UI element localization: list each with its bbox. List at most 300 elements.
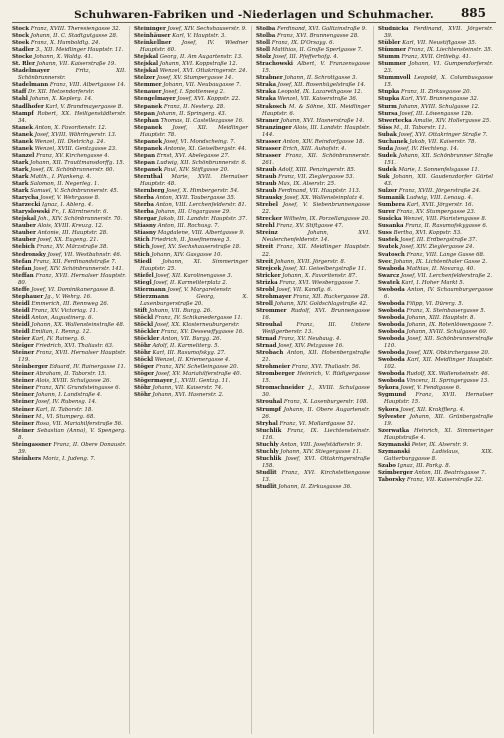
directory-entry xyxy=(256,399,370,406)
entry-details: Wenzel, III. Dietrichg. 24. xyxy=(34,138,106,145)
directory-entry xyxy=(12,47,126,54)
entry-name: Stumm xyxy=(378,54,400,61)
entry-details: Josef, VI. Mondscheing. 7. xyxy=(163,138,236,145)
entry-details: Josef, XV. Stumpergasse 14. xyxy=(156,75,234,82)
entry-details: Franz, VI. Mollardgasse 51. xyxy=(279,420,356,427)
directory-entry xyxy=(256,181,370,188)
entry-details: Alois, XVIII. Kreuzg. 12. xyxy=(37,223,104,230)
entry-details: Erich, XIII. Auhofstr. 4. xyxy=(282,145,347,152)
entry-name: Stock xyxy=(12,33,29,40)
entry-details: Franz, IX. Liechtensteinstr. 116. xyxy=(262,427,370,441)
entry-name: Steier xyxy=(12,336,31,343)
entry-details: Johann, XII. Schönbrunner Straße 151. xyxy=(384,152,493,166)
directory-entry xyxy=(378,111,493,118)
entry-details: Franz, XII. Schönbrunnerstr. 261. xyxy=(262,152,370,166)
directory-entry xyxy=(256,153,370,167)
entry-name: Steffan xyxy=(12,272,34,279)
entry-details: Franz, XIV. Schelleingasse 20. xyxy=(155,364,239,371)
entry-name: Stöhr xyxy=(134,385,151,392)
directory-entry xyxy=(256,82,370,89)
directory-entry xyxy=(12,167,126,174)
entry-details: Johann, XVI. Hasnerstraße 14. xyxy=(280,117,365,124)
entry-name: Swoboda xyxy=(378,321,405,328)
entry-details: Ladislaus, XIX. Gatterburggasse 8. xyxy=(384,448,494,462)
entry-details: Paul, XIV. Stiftgasse 20. xyxy=(163,166,229,173)
entry-details: Franz, VII. Kaiserstraße 32. xyxy=(406,477,483,483)
directory-entry xyxy=(378,428,493,442)
entry-name: Stupka xyxy=(378,89,400,96)
entry-details: Magdalene, VIII. Albertgasse 9. xyxy=(157,230,245,237)
directory-entry xyxy=(378,308,493,315)
entry-name: Stöckler xyxy=(134,336,160,343)
entry-details: Johann, III. Ungargasse 29. xyxy=(155,209,231,216)
directory-entry xyxy=(134,230,248,237)
entry-name: Sumanik xyxy=(378,195,405,202)
entry-name: Suchanek xyxy=(378,138,408,145)
directory-entry xyxy=(378,301,493,308)
entry-details: Johann, VII. Kaiserstraße 19. xyxy=(36,61,116,68)
entry-details: Salomon, II. Negerleg. 1. xyxy=(30,181,100,188)
entry-details: Josef, VII. Kandlg. 6. xyxy=(276,286,333,293)
entry-details: Johann, XI. Simmeringer Hauptstr. 25. xyxy=(140,258,248,272)
entry-details: Leopold, IX. Lazarethgasse 12. xyxy=(277,89,363,96)
entry-details: Franz, XVI. Kirchstettengasse 13. xyxy=(262,469,370,483)
directory-entry xyxy=(256,294,370,301)
entry-name: Studlit xyxy=(256,469,277,476)
entry-name: Sustek xyxy=(378,237,399,244)
directory-entry xyxy=(256,118,370,125)
directory-entry xyxy=(378,230,493,237)
entry-name: Subak xyxy=(378,131,397,138)
entry-name: Stift xyxy=(134,307,148,314)
entry-name: Stuchly xyxy=(256,441,279,448)
entry-name: Steidl xyxy=(12,300,30,307)
entry-details: Johann, II. Zirkusgasse 36. xyxy=(278,484,352,491)
entry-name: Strnad xyxy=(256,336,277,343)
entry-name: Stiefel xyxy=(134,272,154,279)
directory-entry xyxy=(134,68,248,75)
entry-name: Strohmeier xyxy=(256,364,291,371)
entry-name: Stursa xyxy=(378,110,398,117)
directory-entry xyxy=(378,252,493,259)
entry-details: Franz, XV. Kirchengasse 4. xyxy=(36,152,110,159)
entry-name: Stauber xyxy=(12,230,36,237)
entry-details: Franz, IX. D'Orsayg. 6. xyxy=(271,40,335,47)
entry-details: Karl, XII. Meidlinger Hauptstr. 102. xyxy=(384,357,493,371)
entry-details: Josef, XVI. Ottakringerstraße 158. xyxy=(262,455,370,469)
directory-entry xyxy=(12,132,126,139)
entry-details: Josef, XII. Karolinengasse 3. xyxy=(155,272,233,279)
entry-name: Stwertecka xyxy=(378,117,412,124)
directory-entry xyxy=(256,442,370,449)
entry-details: Josef, XV. Sechshauserstraße 18. xyxy=(151,244,241,251)
entry-details: Josef, XIV. Schönbrunnerstr. 141. xyxy=(33,265,124,272)
entry-details: Ferdinand, XVII. Jörgerstr. 39. xyxy=(384,26,493,40)
directory-entry xyxy=(378,392,493,406)
entry-details: Josef, XIV. Sechshauserstr. 9. xyxy=(167,26,247,32)
directory-entry xyxy=(12,385,126,392)
entry-name: Strabner xyxy=(256,75,283,82)
entry-details: Franz, II. Zirkusgasse 20. xyxy=(401,89,472,96)
entry-details: Josef, II. Karmeliterplatz 2. xyxy=(153,279,228,286)
entry-details: Johann, VII. Neubaugasse 7. xyxy=(163,82,242,89)
directory-entry xyxy=(256,195,370,202)
entry-name: Sterba xyxy=(134,195,154,202)
entry-name: Streit xyxy=(256,244,274,251)
entry-name: Stadelmayer xyxy=(12,68,50,75)
directory-entry xyxy=(134,26,248,33)
entry-name: Steininger xyxy=(134,26,166,32)
directory-entry xyxy=(378,378,493,385)
directory-entry xyxy=(12,414,126,421)
entry-name: Strecker xyxy=(256,216,282,223)
directory-entry xyxy=(256,202,370,216)
directory-entry xyxy=(256,104,370,118)
entry-details: Anton, VII. Burgg. 26. xyxy=(161,336,222,343)
entry-details: Johann, XVII. Jörgerstr. 8. xyxy=(274,258,346,265)
directory-entry xyxy=(134,33,248,40)
directory-entry xyxy=(134,329,248,336)
entry-name: Stöhr xyxy=(134,350,151,357)
entry-name: Steiner xyxy=(12,378,35,385)
directory-entry xyxy=(256,350,370,364)
entry-details: Anton, XVII. Taubergasse 35. xyxy=(155,195,236,202)
entry-name: Surer xyxy=(378,209,395,216)
entry-details: Josef, X. Himbergerstr. 54. xyxy=(166,188,239,195)
entry-name: Stadler xyxy=(12,47,34,54)
entry-name: Strizka xyxy=(256,279,278,286)
directory-entry xyxy=(256,230,370,244)
entry-name: Stricker xyxy=(256,272,281,279)
entry-name: Stanek xyxy=(12,131,33,138)
entry-details: Anton, XIV. Reindorfgasse 18. xyxy=(282,138,365,145)
entry-name: Szymanski xyxy=(378,441,411,448)
entry-details: Georg, II. Am Augartenstr. 13. xyxy=(159,54,243,61)
entry-name: Stejskal xyxy=(134,54,159,61)
directory-entry xyxy=(378,463,493,470)
entry-name: Sumbera xyxy=(378,202,406,209)
entry-name: Sterba xyxy=(134,202,154,209)
entry-details: Wilhelm, IX. Porzellangasse 20. xyxy=(283,216,370,223)
entry-details: Josef, XII. Rosenhügelstraße 14. xyxy=(277,82,366,89)
entry-name: Stadlhofer xyxy=(12,103,44,110)
entry-name: Swoboda xyxy=(378,300,405,307)
entry-details: Emilian, I. Renng. 12. xyxy=(31,329,91,336)
entry-name: Sykora xyxy=(378,406,399,413)
entry-name: Starycha xyxy=(12,195,39,202)
entry-details: Johann, XVIII. Schulgasse 12. xyxy=(398,103,480,110)
entry-details: Karl, XVI. Brunnengasse 32. xyxy=(401,96,479,103)
entry-name: Stromschneider xyxy=(256,385,305,392)
directory-entry xyxy=(256,273,370,280)
directory-entry xyxy=(134,392,248,399)
entry-name: Stich xyxy=(134,244,150,251)
entry-details: Jakob, III. Landstr. Hauptstr. 37. xyxy=(158,216,248,223)
entry-details: Georg, X. Laxenburgerstraße 20. xyxy=(140,293,248,307)
directory-entry xyxy=(12,322,126,329)
entry-name: Sudek xyxy=(378,166,397,173)
directory-entry xyxy=(256,456,370,470)
directory-entry xyxy=(12,216,126,223)
entry-details: Franz, XVII. Ortliebg. 41. xyxy=(401,54,471,61)
entry-name: Suss xyxy=(378,230,392,237)
entry-name: Steinberger xyxy=(12,364,48,371)
entry-name: Stelzer xyxy=(134,75,156,82)
entry-name: Stepanek xyxy=(134,124,163,131)
entry-name: Strouhal xyxy=(256,399,283,406)
directory-entry xyxy=(378,371,493,378)
entry-details: 3., XII. Meidlinger Hauptstr. 11. xyxy=(35,47,124,54)
directory-entry xyxy=(378,442,493,449)
directory-entry xyxy=(12,252,126,259)
entry-name: St. Rler xyxy=(12,61,35,68)
entry-details: Franz, X. Humboldtg. 24. xyxy=(30,40,101,47)
entry-details: Josef, XIV. Zieglergasse 24. xyxy=(399,244,475,251)
directory-column-4 xyxy=(378,26,496,734)
directory-entry xyxy=(12,54,126,61)
entry-name: Szymanski xyxy=(378,448,411,455)
directory-entry xyxy=(12,343,126,350)
entry-name: Stöckl xyxy=(134,357,154,364)
entry-details: Josef, III. Erdbergstraße 37. xyxy=(400,237,478,244)
directory-entry xyxy=(256,336,370,343)
entry-details: Ferdinand, XVI. Gallizinstraße 9. xyxy=(277,26,367,32)
entry-name: Strakosch xyxy=(256,103,287,110)
entry-name: Stümmer xyxy=(378,47,406,54)
entry-name: Swatek xyxy=(378,279,400,286)
entry-name: Stengelmayer xyxy=(134,96,176,103)
entry-name: Steiner xyxy=(12,385,35,392)
entry-name: Stauber xyxy=(12,223,36,230)
entry-name: Strebel xyxy=(256,202,278,209)
directory-entry xyxy=(12,378,126,385)
entry-details: Anton, III. Beatrixgasse 7. xyxy=(414,469,487,476)
entry-name: Straner xyxy=(256,117,279,124)
directory-entry xyxy=(378,209,493,216)
directory-entry xyxy=(12,315,126,322)
directory-entry xyxy=(256,428,370,442)
entry-details: Fr., I. Kärntnerstr. 6. xyxy=(51,209,109,216)
entry-details: Johann, XII. Trauttmansdorffg. 15. xyxy=(30,159,125,166)
entry-name: Stedronsky xyxy=(12,251,46,258)
directory-entry xyxy=(12,223,126,230)
directory-entry xyxy=(12,336,126,343)
entry-name: Steiner xyxy=(12,371,35,378)
directory-entry xyxy=(256,287,370,294)
entry-details: Karl, V. Hauptstr. 3. xyxy=(172,33,226,40)
entry-details: Sebastian (Anna), V. Spengerg. 8. xyxy=(18,427,126,441)
directory-entry xyxy=(12,40,126,47)
directory-entry xyxy=(256,61,370,75)
entry-name: Stepanek xyxy=(134,145,163,152)
entry-name: Stich xyxy=(134,237,150,244)
directory-entry xyxy=(378,315,493,322)
entry-name: Stuchlik xyxy=(256,455,282,462)
directory-entry xyxy=(378,202,493,209)
directory-entry xyxy=(12,181,126,188)
entry-name: Studnicka xyxy=(378,26,409,32)
directory-entry xyxy=(256,146,370,153)
entry-details: Anton, XII. Hohenbergstraße 21. xyxy=(262,350,370,364)
entry-name: Sternberg xyxy=(134,188,165,195)
entry-name: Strohmayer xyxy=(256,293,292,300)
entry-name: Stauber xyxy=(12,237,36,244)
entry-details: Josef, XII. Krakfflerg. 4. xyxy=(400,406,465,413)
directory-entry xyxy=(378,280,493,287)
entry-name: Swoboda xyxy=(378,371,405,378)
entry-name: Strasser xyxy=(256,138,282,145)
entry-details: Franz, II. Obere Donaustr. 39. xyxy=(18,441,126,455)
entry-details: Anton, X. Favoritenstr. 12. xyxy=(34,124,107,131)
directory-entry xyxy=(134,287,248,294)
entry-details: Johann, VII. Kaiserstr. 74. xyxy=(152,385,223,392)
entry-details: Karl, VII. Neustiftgasse 35. xyxy=(402,40,477,47)
entry-details: Johann, X. Waldg. 41. xyxy=(34,54,93,61)
directory-entry xyxy=(134,82,248,89)
entry-details: Bertha, XVI. Koppstr. 53. xyxy=(393,230,462,237)
entry-name: Stuchly xyxy=(256,448,279,455)
entry-name: Strasser xyxy=(256,152,282,159)
entry-name: Sturm xyxy=(378,103,397,110)
entry-name: Stolz xyxy=(256,54,272,61)
entry-name: Straka xyxy=(256,96,276,103)
entry-details: Moriz, I. Judeng. 7. xyxy=(42,455,96,462)
entry-details: M., II. Taborstr. 11. xyxy=(393,124,447,131)
entry-details: Fritz, XII. Schönbrunnerstr. xyxy=(18,68,126,82)
entry-details: Rosa, VII. Mariahilferstraße 56. xyxy=(35,420,123,427)
entry-details: Wenzel, VII. Kaiserstraße 36. xyxy=(277,96,358,103)
directory-entry xyxy=(256,216,370,223)
entry-name: Straub xyxy=(256,188,277,195)
directory-entry xyxy=(12,174,126,181)
entry-details: Franz, XVIII. Jörgerstraße 24. xyxy=(398,188,481,195)
directory-entry xyxy=(12,153,126,160)
entry-name: Stanzel xyxy=(12,152,35,159)
entry-details: Josef, III. Pfefferhofg. 4. xyxy=(272,54,339,61)
entry-details: Franz, VII. Zieglergasse 53. xyxy=(278,173,355,180)
directory-entry xyxy=(378,153,493,167)
directory-entry xyxy=(12,61,126,68)
entry-name: Stepan xyxy=(134,159,155,166)
entry-name: Stepan xyxy=(134,152,155,159)
directory-entry xyxy=(134,294,248,308)
entry-details: Johann, XII. Grünbergstraße 19. xyxy=(384,413,493,427)
entry-name: Stolba xyxy=(256,26,276,32)
directory-entry xyxy=(12,329,126,336)
entry-name: Straub xyxy=(256,181,277,188)
directory-entry xyxy=(378,118,493,125)
entry-details: Franz, XIV. Grundsteingasse 6. xyxy=(35,385,121,392)
entry-details: Franz, XVIII. Theresiengasse 32. xyxy=(30,26,121,32)
entry-name: Stark xyxy=(12,173,29,180)
entry-details: Thomas, II. Castellezgasse 16. xyxy=(160,117,244,124)
directory-entry xyxy=(256,47,370,54)
directory-entry xyxy=(12,202,126,209)
entry-name: Stupka xyxy=(378,96,400,103)
entry-name: Strausky xyxy=(256,195,283,202)
entry-details: Ernst, XVI. Abelegasse 27. xyxy=(156,152,230,159)
directory-entry xyxy=(12,442,126,456)
entry-name: Steiger xyxy=(12,343,34,350)
entry-name: Stich xyxy=(134,251,150,258)
directory-entry xyxy=(378,216,493,223)
entry-details: Johann, XX. Wallensteinstraße 48. xyxy=(31,321,125,328)
entry-name: Sykora xyxy=(378,385,399,392)
directory-entry xyxy=(378,449,493,463)
directory-entry xyxy=(134,308,248,315)
directory-entry xyxy=(378,195,493,202)
directory-entry xyxy=(256,385,370,399)
entry-details: Adolf, II. Karmeliterg. 5. xyxy=(152,343,220,350)
entry-name: Strasser xyxy=(256,145,282,152)
directory-entry xyxy=(12,273,126,287)
entry-name: Swoboda xyxy=(378,329,405,336)
directory-entry xyxy=(378,287,493,301)
directory-entry xyxy=(12,399,126,406)
directory-entry xyxy=(378,273,493,280)
directory-entry xyxy=(12,82,126,89)
entry-name: Stögermayer xyxy=(134,378,173,385)
entry-details: Johann, II. Schrottgasse 3. xyxy=(284,75,358,82)
directory-entry xyxy=(378,61,493,75)
directory-entry xyxy=(12,371,126,378)
entry-details: Anton, III. Rochusg. 7. xyxy=(157,223,220,230)
directory-entry xyxy=(378,139,493,146)
directory-entry xyxy=(256,125,370,139)
entry-name: Stocke xyxy=(12,54,33,61)
entry-details: Robert, XX. Heiligenstädterstr. 34. xyxy=(18,110,126,124)
directory-entry xyxy=(134,160,248,167)
entry-name: Szerwatka xyxy=(378,427,410,434)
directory-entry xyxy=(134,153,248,160)
entry-details: Johann, X. Keplerg. 14. xyxy=(29,96,93,103)
directory-entry xyxy=(256,244,370,258)
directory-entry xyxy=(12,209,126,216)
entry-name: Stephan xyxy=(134,117,159,124)
entry-details: Amalie, XIV. Hollergasse 25. xyxy=(413,117,491,124)
entry-name: Swarcz xyxy=(378,272,400,279)
entry-details: Marie, I. Sonnenfelsgasse 11. xyxy=(398,166,480,173)
directory-entry xyxy=(378,132,493,139)
directory-entry xyxy=(12,111,126,125)
entry-details: Johann, VI. Gumpendorferstr. 23. xyxy=(384,61,493,75)
entry-name: Taborsky xyxy=(378,477,406,483)
directory-entry xyxy=(256,26,370,33)
entry-details: Johann, X. Favoritenstr. 87. xyxy=(282,272,357,279)
entry-name: Stöhr xyxy=(134,343,151,350)
directory-entry xyxy=(12,364,126,371)
entry-details: Franz, IV. Schikanedergasse 11. xyxy=(154,314,243,321)
directory-entry xyxy=(134,188,248,195)
entry-name: Stübler xyxy=(378,40,401,47)
entry-details: Franz, XV. Stiftgasse 47. xyxy=(276,223,344,230)
entry-details: J., XVIII. Gentzg. 11. xyxy=(174,378,231,385)
entry-details: Josef, XI. Geiselbergstraße 11. xyxy=(282,265,367,272)
directory-entry xyxy=(378,329,493,336)
directory-entry xyxy=(256,223,370,230)
directory-entry xyxy=(378,223,493,230)
entry-name: Stierzmann xyxy=(134,293,169,300)
entry-name: Steinhers xyxy=(12,455,42,462)
entry-details: Josef, V. Margaretenstr. xyxy=(167,286,232,293)
directory-entry xyxy=(378,188,493,195)
directory-entry xyxy=(134,252,248,259)
entry-details: Wenzel, II. Kriemergasse 4. xyxy=(154,357,231,364)
directory-entry xyxy=(378,26,493,40)
entry-details: Eduard, IV. Rainergasse 11. xyxy=(49,364,126,371)
entry-name: Stanek xyxy=(12,124,33,131)
directory-entry xyxy=(12,294,126,301)
